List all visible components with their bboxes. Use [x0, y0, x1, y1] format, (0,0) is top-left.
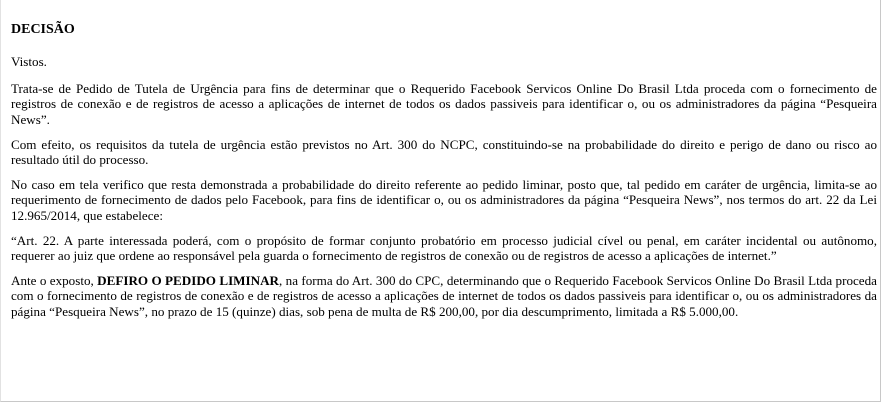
request-paragraph: Trata-se de Pedido de Tutela de Urgência para fins de determinar que o Requerido Facebook Servicos Online Do Brasil Ltda proceda com o fornecimento de registros de conexão e de registros de acesso a aplicações de internet de todos os dados passiveis para identificar o, ou os administradores da página “Pesqueira News”. — [11, 81, 877, 127]
requirements-paragraph: Com efeito, os requisitos da tutela de urgência estão previstos no Art. 300 do NCPC, constituindo-se na probabilidade do direito e perigo de dano ou risco ao resultado útil do processo. — [11, 136, 877, 168]
law-quote-paragraph: “Art. 22. A parte interessada poderá, com o propósito de formar conjunto probatório em processo judicial cível ou penal, em caráter incidental ou autônomo, requerer ao juiz que ordene ao responsável pela guarda o fornecimento de registros de conexão ou de registros de acesso a aplicações de internet.” — [11, 232, 877, 264]
greeting-paragraph: Vistos. — [11, 54, 47, 69]
document-title: DECISÃO — [11, 22, 75, 37]
analysis-paragraph: No caso em tela verifico que resta demonstrada a probabilidade do direito referente ao pedido liminar, posto que, tal pedido em caráter de urgência, limita-se ao requerimento de fornecimento de dados pelo Facebook, para fins de identificar o, ou os administradores da página “Pesqueira News”, nos termos do art. 22 da Lei 12.965/2014, que estabelece: — [11, 177, 877, 223]
decision-document — [11, 22, 877, 329]
ruling-text: DEFIRO O PEDIDO LIMINAR — [97, 273, 279, 289]
conclusion-intro: Ante o exposto, — [11, 273, 98, 289]
conclusion-paragraph — [11, 273, 877, 319]
conclusion-rest: , na forma do Art. 300 do CPC, determinando que o Requerido Facebook Servicos Online Do Brasil Ltda proceda com o fornecimento de registros de conexão e de registros de acesso a aplicações de internet de todos os dados passiveis para identificar o, ou os administradores da página “Pesqueira News”, no prazo de 15 (quinze) dias, sob pena de multa de R$ 200,00, por dia descumprimento, limitada a R$ 5.000,00. — [11, 273, 877, 319]
